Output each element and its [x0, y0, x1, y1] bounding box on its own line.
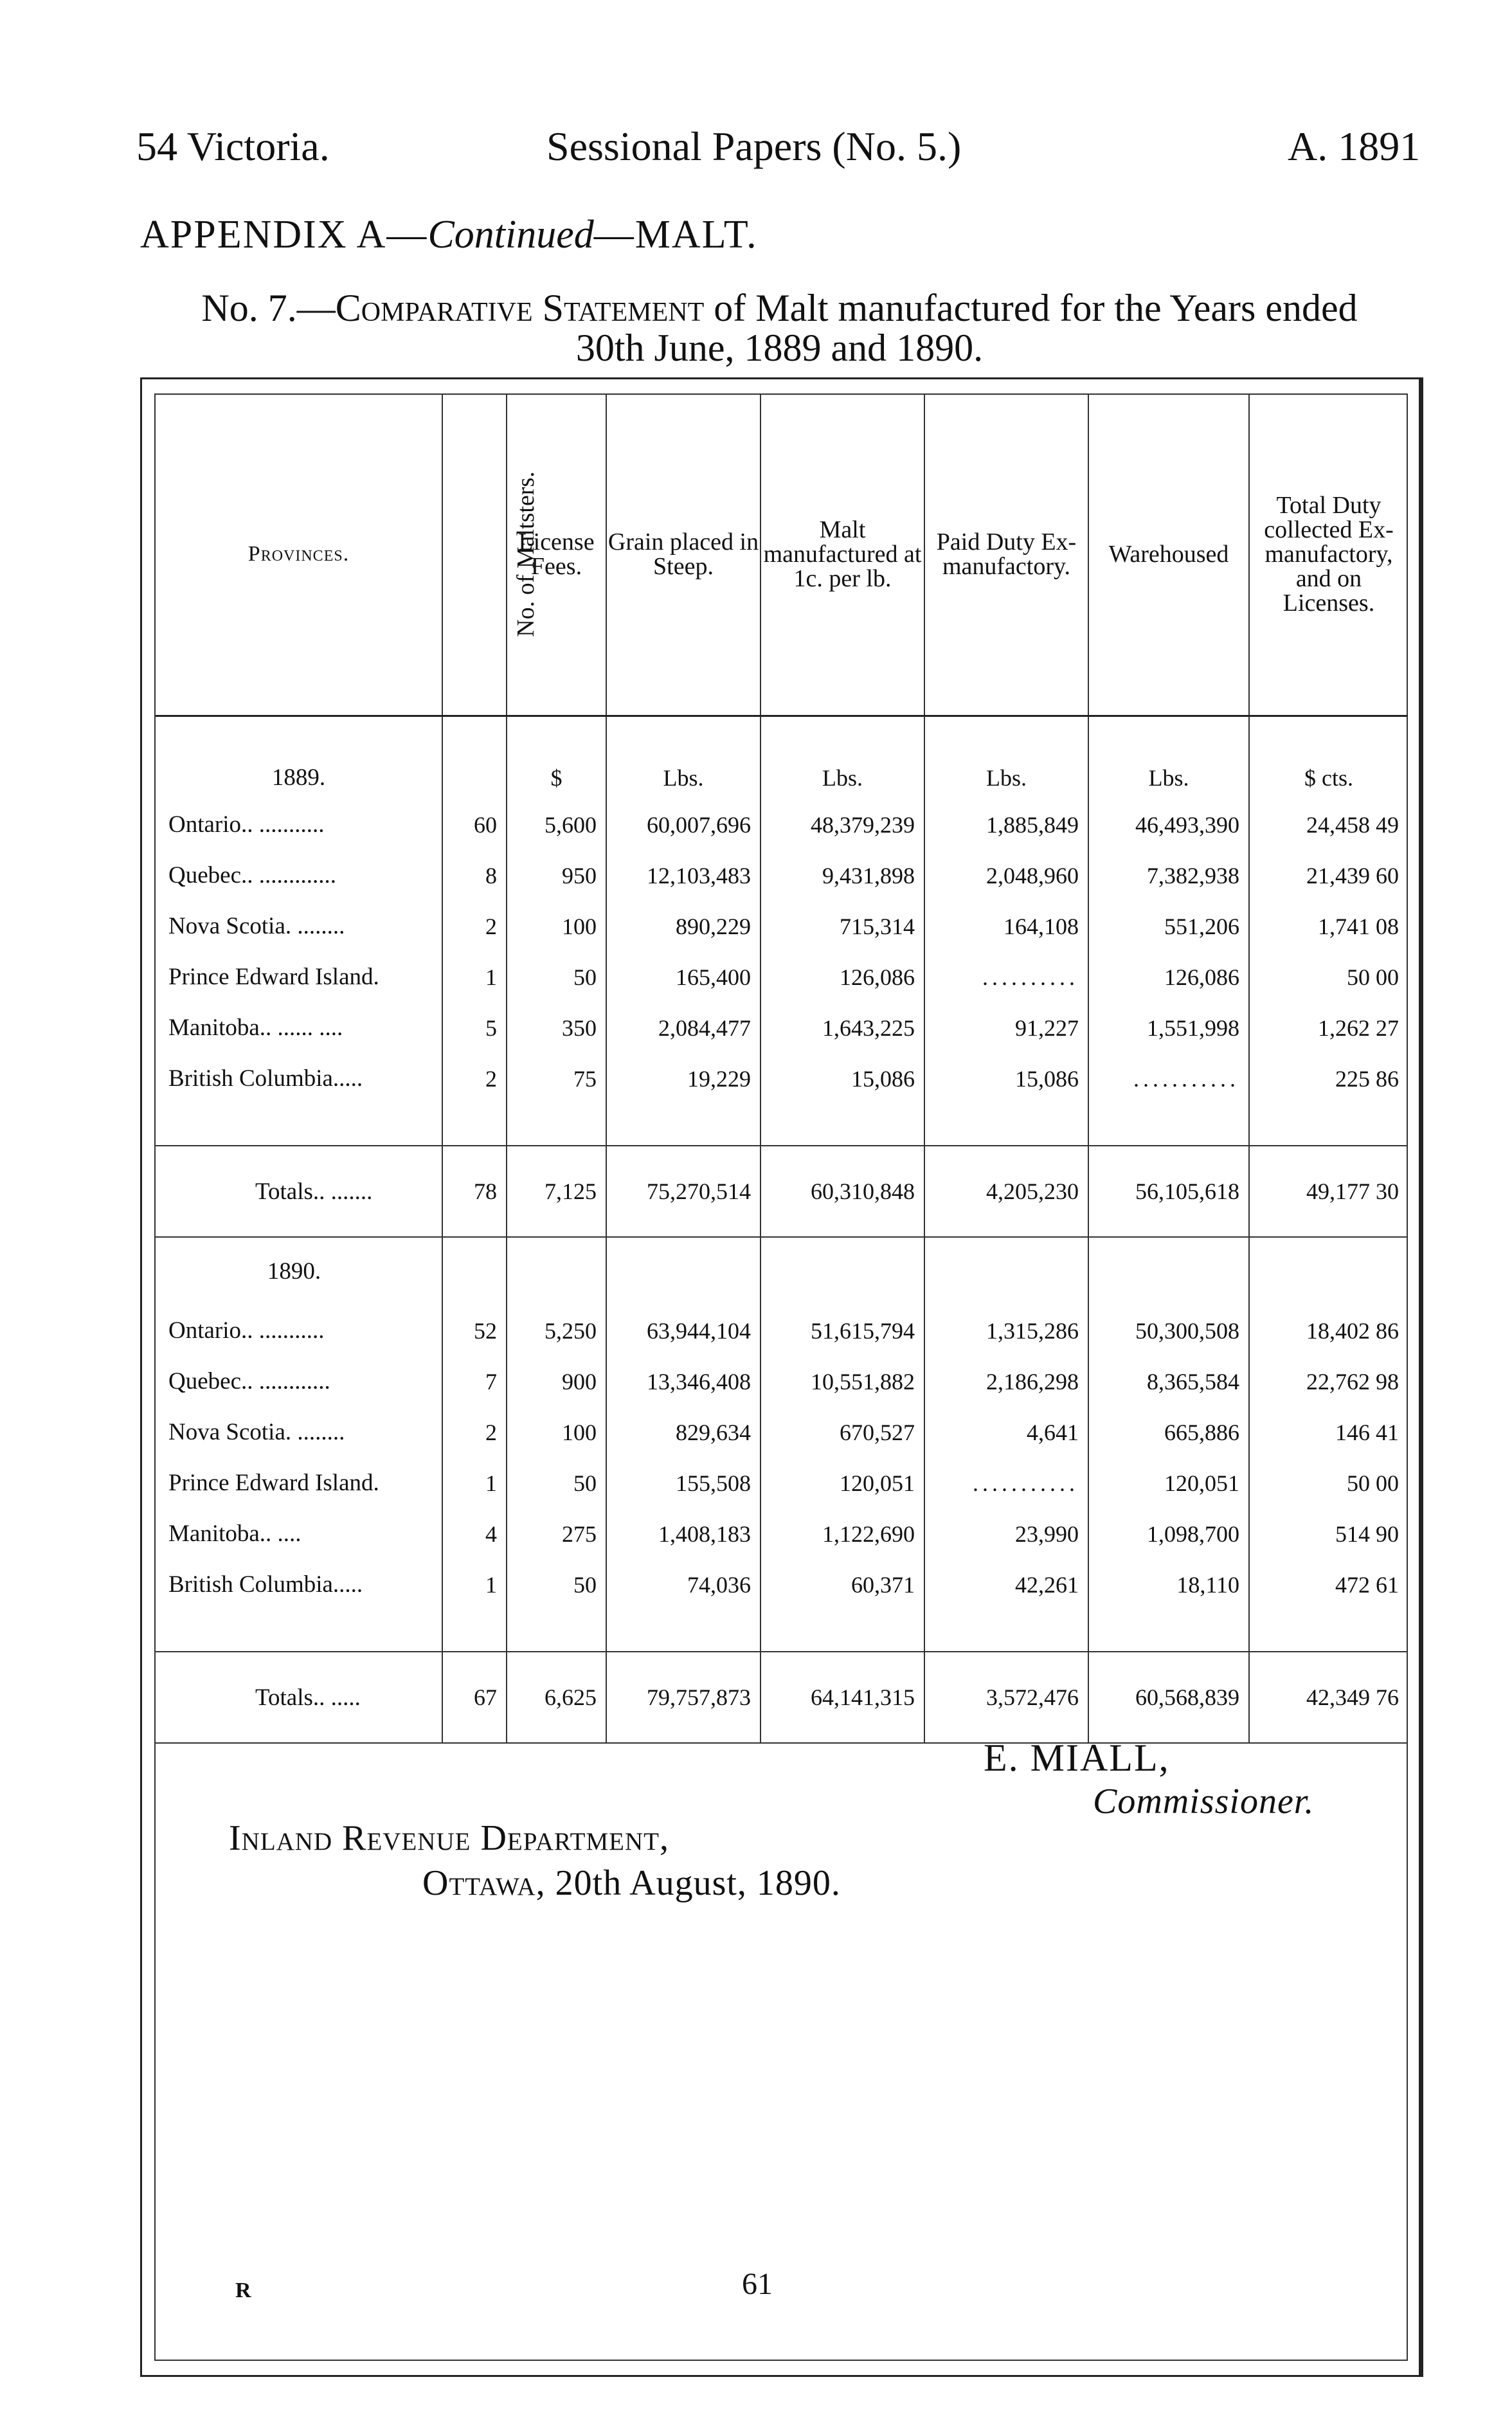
footer-signature-mark: R [235, 2279, 251, 2302]
total-grain: 75,270,514 [606, 1146, 760, 1237]
cell-paid: 15,086 [924, 1053, 1088, 1104]
province-name: Ontario.. ........... [168, 811, 325, 838]
cell-maltsters: 52 [442, 1305, 507, 1356]
province-name: Nova Scotia. ........ [168, 1419, 345, 1445]
header-grain-steep: Grain placed in Steep. [606, 393, 760, 716]
table-title-line2: 30th June, 1889 and 1890. [575, 327, 984, 369]
unit-grain: Lbs. [606, 716, 760, 800]
total-malt: 64,141,315 [760, 1652, 924, 1743]
year-1890-label: 1890. [267, 1258, 321, 1285]
cell-warehoused: 7,382,938 [1088, 850, 1249, 901]
header-paid-duty: Paid Duty Ex-manufactory. [924, 393, 1088, 716]
header-malt-manufactured: Malt manufactured at 1c. per lb. [760, 393, 924, 716]
table-row [156, 1559, 1408, 1610]
cell-warehoused: 8,365,584 [1088, 1356, 1249, 1407]
province-name: British Columbia..... [168, 1571, 363, 1598]
running-header-right: A. 1891 [1288, 123, 1421, 169]
province-name: Quebec.. ............ [168, 1368, 330, 1395]
cell-grain: 12,103,483 [606, 850, 760, 901]
total-duty: 42,349 76 [1249, 1652, 1408, 1743]
spacer-row [156, 1610, 1408, 1652]
cell-duty: 24,458 49 [1249, 799, 1408, 850]
cell-grain: 155,508 [606, 1458, 760, 1508]
table-row [156, 1053, 1408, 1104]
cell-malt: 670,527 [760, 1407, 924, 1458]
table-title-rest: of Malt manufactured for the Years ended [704, 287, 1358, 329]
cell-duty: 514 90 [1249, 1508, 1408, 1559]
province-name: Manitoba.. ...... .... [168, 1015, 343, 1041]
cell-maltsters: 4 [442, 1508, 507, 1559]
cell-malt: 715,314 [760, 901, 924, 952]
cell-license: 100 [507, 901, 606, 952]
total-warehoused: 56,105,618 [1088, 1146, 1249, 1237]
cell-paid: ........... [924, 1458, 1088, 1508]
table-row [156, 799, 1408, 850]
cell-warehoused: 46,493,390 [1088, 799, 1249, 850]
totals-row-1890 [156, 1652, 1408, 1743]
table-row [156, 1508, 1408, 1559]
table-row [156, 1002, 1408, 1053]
total-grain: 79,757,873 [606, 1652, 760, 1743]
province-name: Quebec.. ............. [168, 862, 336, 889]
cell-warehoused: 1,098,700 [1088, 1508, 1249, 1559]
cell-license: 5,600 [507, 799, 606, 850]
cell-maltsters: 8 [442, 850, 507, 901]
cell-maltsters: 2 [442, 1053, 507, 1104]
cell-grain: 165,400 [606, 952, 760, 1002]
cell-grain: 60,007,696 [606, 799, 760, 850]
header-total-duty: Total Duty collected Ex-manufactory, and on Licenses. [1249, 393, 1408, 716]
place-and-date [422, 1863, 841, 1904]
table-number: No. 7.— [201, 287, 336, 329]
cell-malt: 10,551,882 [760, 1356, 924, 1407]
cell-duty: 1,741 08 [1249, 901, 1408, 952]
total-maltsters: 78 [442, 1146, 507, 1237]
cell-warehoused: 551,206 [1088, 901, 1249, 952]
cell-paid: 1,885,849 [924, 799, 1088, 850]
running-header-center: Sessional Papers (No. 5.) [546, 123, 962, 169]
year-1889-label: 1889. [271, 764, 326, 791]
totals-row-1889 [156, 1146, 1408, 1237]
cell-duty: 472 61 [1249, 1559, 1408, 1610]
province-name: British Columbia..... [168, 1065, 363, 1092]
cell-license: 100 [507, 1407, 606, 1458]
total-paid: 4,205,230 [924, 1146, 1088, 1237]
cell-maltsters: 1 [442, 952, 507, 1002]
total-duty: 49,177 30 [1249, 1146, 1408, 1237]
spacer-row [156, 1104, 1408, 1146]
unit-paid: Lbs. [924, 716, 1088, 800]
table-header-row [156, 393, 1408, 716]
cell-malt: 126,086 [760, 952, 924, 1002]
header-warehoused: Warehoused [1088, 393, 1249, 716]
appendix-continued: Continued [428, 213, 594, 257]
total-malt: 60,310,848 [760, 1146, 924, 1237]
page-number: 61 [742, 2267, 773, 2301]
table-title-caps: Comparative Statement [335, 287, 705, 329]
cell-paid: .......... [924, 952, 1088, 1002]
cell-license: 350 [507, 1002, 606, 1053]
province-name: Prince Edward Island. [168, 1470, 379, 1496]
cell-grain: 74,036 [606, 1559, 760, 1610]
cell-malt: 51,615,794 [760, 1305, 924, 1356]
cell-license: 5,250 [507, 1305, 606, 1356]
cell-paid: 91,227 [924, 1002, 1088, 1053]
signatory-title: Commissioner. [1093, 1782, 1315, 1821]
total-paid: 3,572,476 [924, 1652, 1088, 1743]
cell-license: 275 [507, 1508, 606, 1559]
cell-warehoused: 18,110 [1088, 1559, 1249, 1610]
header-maltsters [442, 393, 539, 716]
cell-warehoused: 50,300,508 [1088, 1305, 1249, 1356]
province-name: Ontario.. ........... [168, 1317, 325, 1344]
cell-paid: 4,641 [924, 1407, 1088, 1458]
cell-maltsters: 7 [442, 1356, 507, 1407]
cell-warehoused: 126,086 [1088, 952, 1249, 1002]
cell-malt: 120,051 [760, 1458, 924, 1508]
cell-grain: 2,084,477 [606, 1002, 760, 1053]
cell-paid: 23,990 [924, 1508, 1088, 1559]
cell-maltsters: 2 [442, 1407, 507, 1458]
cell-paid: 164,108 [924, 901, 1088, 952]
cell-license: 50 [507, 952, 606, 1002]
cell-grain: 890,229 [606, 901, 760, 952]
cell-license: 950 [507, 850, 606, 901]
unit-duty: $ cts. [1249, 716, 1408, 800]
header-provinces: Provinces. [156, 393, 442, 716]
cell-license: 75 [507, 1053, 606, 1104]
totals-label: Totals.. ....... [156, 1146, 442, 1237]
cell-warehoused: 665,886 [1088, 1407, 1249, 1458]
table-title [138, 288, 1421, 368]
table-row [156, 1356, 1408, 1407]
table-row [156, 901, 1408, 952]
table-row [156, 1407, 1408, 1458]
appendix-heading [140, 212, 758, 258]
cell-license: 50 [507, 1559, 606, 1610]
cell-grain: 63,944,104 [606, 1305, 760, 1356]
units-row [156, 716, 1408, 800]
cell-duty: 146 41 [1249, 1407, 1408, 1458]
cell-malt: 1,122,690 [760, 1508, 924, 1559]
cell-maltsters: 60 [442, 799, 507, 850]
malt-statement-table [156, 393, 1408, 1744]
cell-paid: 42,261 [924, 1559, 1088, 1610]
unit-license: $ [507, 716, 606, 800]
cell-warehoused: 1,551,998 [1088, 1002, 1249, 1053]
date-text: , 20th August, 1890. [536, 1863, 841, 1903]
cell-warehoused: ........... [1088, 1053, 1249, 1104]
table-row [156, 1305, 1408, 1356]
cell-duty: 18,402 86 [1249, 1305, 1408, 1356]
cell-paid: 2,048,960 [924, 850, 1088, 901]
total-warehoused: 60,568,839 [1088, 1652, 1249, 1743]
cell-duty: 22,762 98 [1249, 1356, 1408, 1407]
table-title-line1 [138, 288, 1421, 328]
province-name: Prince Edward Island. [168, 964, 379, 990]
province-name: Manitoba.. .... [168, 1521, 302, 1547]
totals-label: Totals.. ..... [156, 1652, 442, 1743]
cell-license: 900 [507, 1356, 606, 1407]
running-header-left: 54 Victoria. [136, 123, 330, 169]
cell-warehoused: 120,051 [1088, 1458, 1249, 1508]
department-name: Inland Revenue Department, [229, 1818, 669, 1858]
cell-grain: 1,408,183 [606, 1508, 760, 1559]
cell-malt: 60,371 [760, 1559, 924, 1610]
cell-malt: 15,086 [760, 1053, 924, 1104]
cell-duty: 21,439 60 [1249, 850, 1408, 901]
table-row [156, 850, 1408, 901]
cell-grain: 13,346,408 [606, 1356, 760, 1407]
header-maltsters-label: No. of Maltsters. [512, 471, 539, 637]
cell-license: 50 [507, 1458, 606, 1508]
cell-duty: 50 00 [1249, 1458, 1408, 1508]
table-row [156, 952, 1408, 1002]
total-maltsters: 67 [442, 1652, 507, 1743]
cell-maltsters: 1 [442, 1458, 507, 1508]
total-license: 6,625 [507, 1652, 606, 1743]
appendix-prefix: APPENDIX A— [140, 213, 428, 257]
total-license: 7,125 [507, 1146, 606, 1237]
table-row [156, 1458, 1408, 1508]
cell-malt: 1,643,225 [760, 1002, 924, 1053]
cell-duty: 225 86 [1249, 1053, 1408, 1104]
cell-maltsters: 5 [442, 1002, 507, 1053]
signatory-name: E. MIALL, [984, 1737, 1170, 1779]
unit-warehoused: Lbs. [1088, 716, 1249, 800]
place-name: Ottawa [422, 1863, 536, 1903]
unit-malt: Lbs. [760, 716, 924, 800]
cell-malt: 48,379,239 [760, 799, 924, 850]
cell-duty: 50 00 [1249, 952, 1408, 1002]
header-license-fees: License Fees. [507, 393, 606, 716]
cell-paid: 2,186,298 [924, 1356, 1088, 1407]
appendix-suffix: —MALT. [593, 213, 758, 257]
cell-maltsters: 2 [442, 901, 507, 952]
cell-maltsters: 1 [442, 1559, 507, 1610]
cell-grain: 829,634 [606, 1407, 760, 1458]
cell-grain: 19,229 [606, 1053, 760, 1104]
cell-paid: 1,315,286 [924, 1305, 1088, 1356]
province-name: Nova Scotia. ........ [168, 913, 345, 939]
year-row-1890 [156, 1237, 1408, 1305]
unit-maltsters [442, 716, 507, 800]
cell-duty: 1,262 27 [1249, 1002, 1408, 1053]
cell-malt: 9,431,898 [760, 850, 924, 901]
